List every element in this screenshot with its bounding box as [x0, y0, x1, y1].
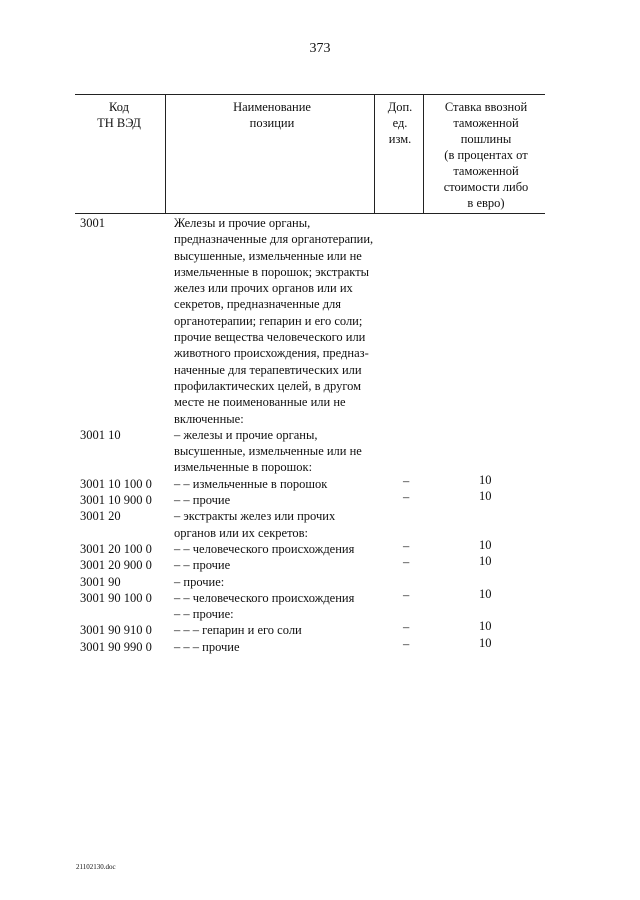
table-row — [75, 619, 545, 638]
row-name: – – прочие — [174, 493, 231, 508]
row-code: 3001 90 910 0 — [80, 623, 152, 638]
row-code: 3001 10 900 0 — [80, 493, 152, 508]
header-name: Наименование позиции — [233, 100, 311, 130]
row-name: – экстракты желез или прочих органов или их секретов: — [174, 509, 336, 540]
header-unit: Доп. ед. изм. — [387, 100, 413, 146]
row-name: – – человеческого происхождения — [174, 541, 355, 556]
row-rate: 10 — [479, 619, 492, 634]
row-name: – железы и прочие органы, высушенные, измельченные или не измельченные в порошок: — [174, 427, 362, 475]
column-divider — [165, 95, 166, 213]
table-row — [75, 537, 545, 557]
table-body — [75, 214, 545, 655]
header-code: Код ТН ВЭД — [97, 100, 141, 130]
row-unit: – — [403, 636, 410, 651]
header-rate: Ставка ввозной таможенной пошлины (в процентах от таможенной стоимости либо в евро) — [443, 100, 529, 210]
column-divider — [423, 95, 424, 213]
table-row — [75, 606, 545, 622]
row-code: 3001 10 — [80, 427, 121, 442]
row-unit: – — [403, 620, 410, 635]
tariff-table — [75, 94, 545, 655]
row-code: 3001 10 100 0 — [80, 476, 152, 491]
table-row — [75, 554, 545, 573]
table-row — [75, 635, 545, 655]
row-code: 3001 — [80, 216, 105, 230]
row-name: – – – гепарин и его соли — [174, 623, 302, 638]
row-code: 3001 20 100 0 — [80, 541, 152, 556]
row-code: 3001 90 — [80, 574, 121, 589]
row-name: – – прочие — [174, 558, 231, 573]
row-unit: – — [403, 490, 410, 505]
row-unit: – — [403, 473, 410, 488]
table-row — [75, 508, 545, 541]
row-rate: 10 — [479, 489, 492, 504]
table-header — [75, 94, 545, 214]
row-rate: 10 — [479, 554, 492, 569]
row-rate: 10 — [479, 472, 492, 487]
table-row — [75, 472, 545, 492]
row-name: – – прочие: — [174, 607, 234, 622]
row-code: 3001 90 100 0 — [80, 590, 152, 605]
table-row — [75, 489, 545, 508]
table-row — [75, 215, 545, 427]
row-unit: – — [403, 538, 410, 553]
row-name: Железы и прочие органы, предназначенные для органотерапии, высушенные, измельченные или не измельченные в порошок; экстракты желез или прочих органов или их секретов, предназначенные для органотерапии; гепарин и его соли; прочие вещества человеческого или животного происхождения, предназ- наченные для терапевтических или профилактических целей, в другом месте не поименованные или не включенные: — [174, 216, 374, 426]
row-unit: – — [403, 587, 410, 602]
file-name-footer: 21102130.doc — [76, 863, 116, 871]
row-code: 3001 90 990 0 — [80, 639, 152, 654]
row-code: 3001 20 — [80, 509, 121, 524]
row-name: – – человеческого происхождения — [174, 590, 355, 605]
row-rate: 10 — [479, 635, 492, 650]
table-row — [75, 586, 545, 606]
row-unit: – — [403, 555, 410, 570]
row-rate: 10 — [479, 537, 492, 552]
row-name: – – измельченные в порошок — [174, 476, 328, 491]
column-divider — [374, 95, 375, 213]
table-row — [75, 427, 545, 476]
row-name: – прочие: — [174, 574, 225, 589]
page-number: 373 — [309, 41, 331, 56]
row-rate: 10 — [479, 586, 492, 601]
table-row — [75, 574, 545, 590]
row-code: 3001 20 900 0 — [80, 558, 152, 573]
row-name: – – – прочие — [174, 639, 240, 654]
